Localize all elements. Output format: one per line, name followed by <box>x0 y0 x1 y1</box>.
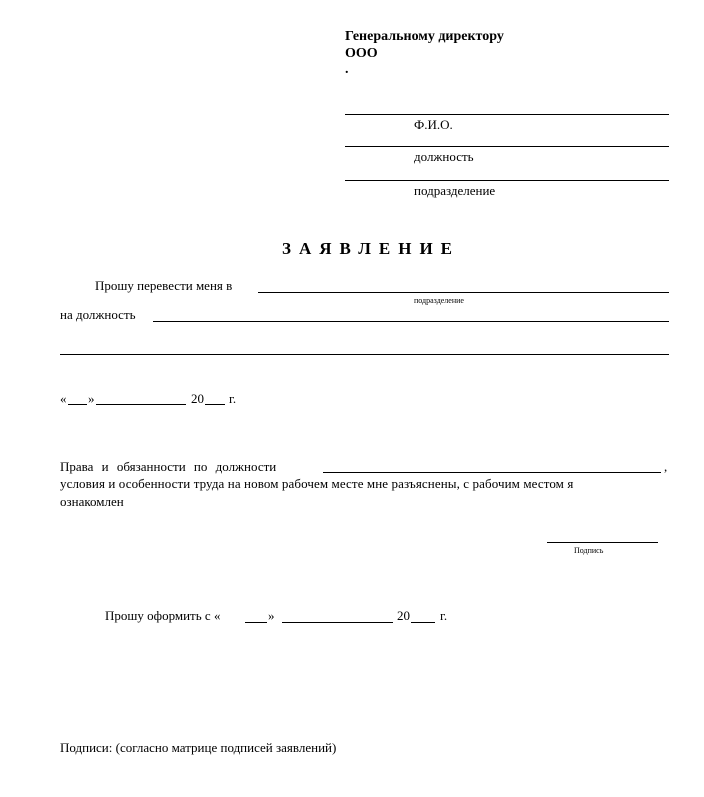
department-line <box>345 180 669 181</box>
extra-line <box>60 354 669 355</box>
document-title: ЗАЯВЛЕНИЕ <box>282 239 461 258</box>
date-open-quote: « <box>60 391 67 406</box>
formalize-year-line <box>411 622 435 623</box>
rights-start: Права и обязанности по должности <box>60 459 277 474</box>
formalize-year-prefix: 20 <box>397 608 410 623</box>
rights-line-2: условия и особенности труда на новом рабочем месте мне разъяснены, с рабочим местом я <box>60 476 574 491</box>
date-month-line <box>96 404 186 405</box>
fio-label: Ф.И.О. <box>414 117 453 132</box>
rights-comma: , <box>664 459 668 474</box>
formalize-year-suffix: г. <box>440 608 448 623</box>
position-line <box>345 146 669 147</box>
signatures-footer: Подписи: (согласно матрице подписей заявлений) <box>60 740 337 755</box>
fio-line <box>345 114 669 115</box>
addressee-director: Генеральному директору <box>345 29 504 44</box>
position-text: на должность <box>60 307 136 322</box>
transfer-text: Прошу перевести меня в <box>95 278 233 293</box>
rights-line-3: ознакомлен <box>60 494 124 509</box>
formalize-text: Прошу оформить с « <box>105 608 221 623</box>
addressee-company: ООО <box>345 46 378 61</box>
date-close-quote: » <box>88 391 95 406</box>
formalize-day-line <box>245 622 267 623</box>
formalize-close-quote: » <box>268 608 275 623</box>
date-year-suffix: г. <box>229 391 237 406</box>
date-year-line <box>205 404 225 405</box>
signature-hint: Подпись <box>574 546 604 555</box>
new-position-line <box>153 321 669 322</box>
rights-position-line <box>323 472 661 473</box>
position-label: должность <box>414 149 474 164</box>
signature-line <box>547 542 658 543</box>
department-hint: подразделение <box>414 296 464 305</box>
addressee-dot: . <box>345 62 349 77</box>
department-label: подразделение <box>414 183 496 198</box>
formalize-month-line <box>282 622 393 623</box>
transfer-department-line <box>258 292 669 293</box>
date-year-prefix: 20 <box>191 391 204 406</box>
date-day-line <box>68 404 87 405</box>
